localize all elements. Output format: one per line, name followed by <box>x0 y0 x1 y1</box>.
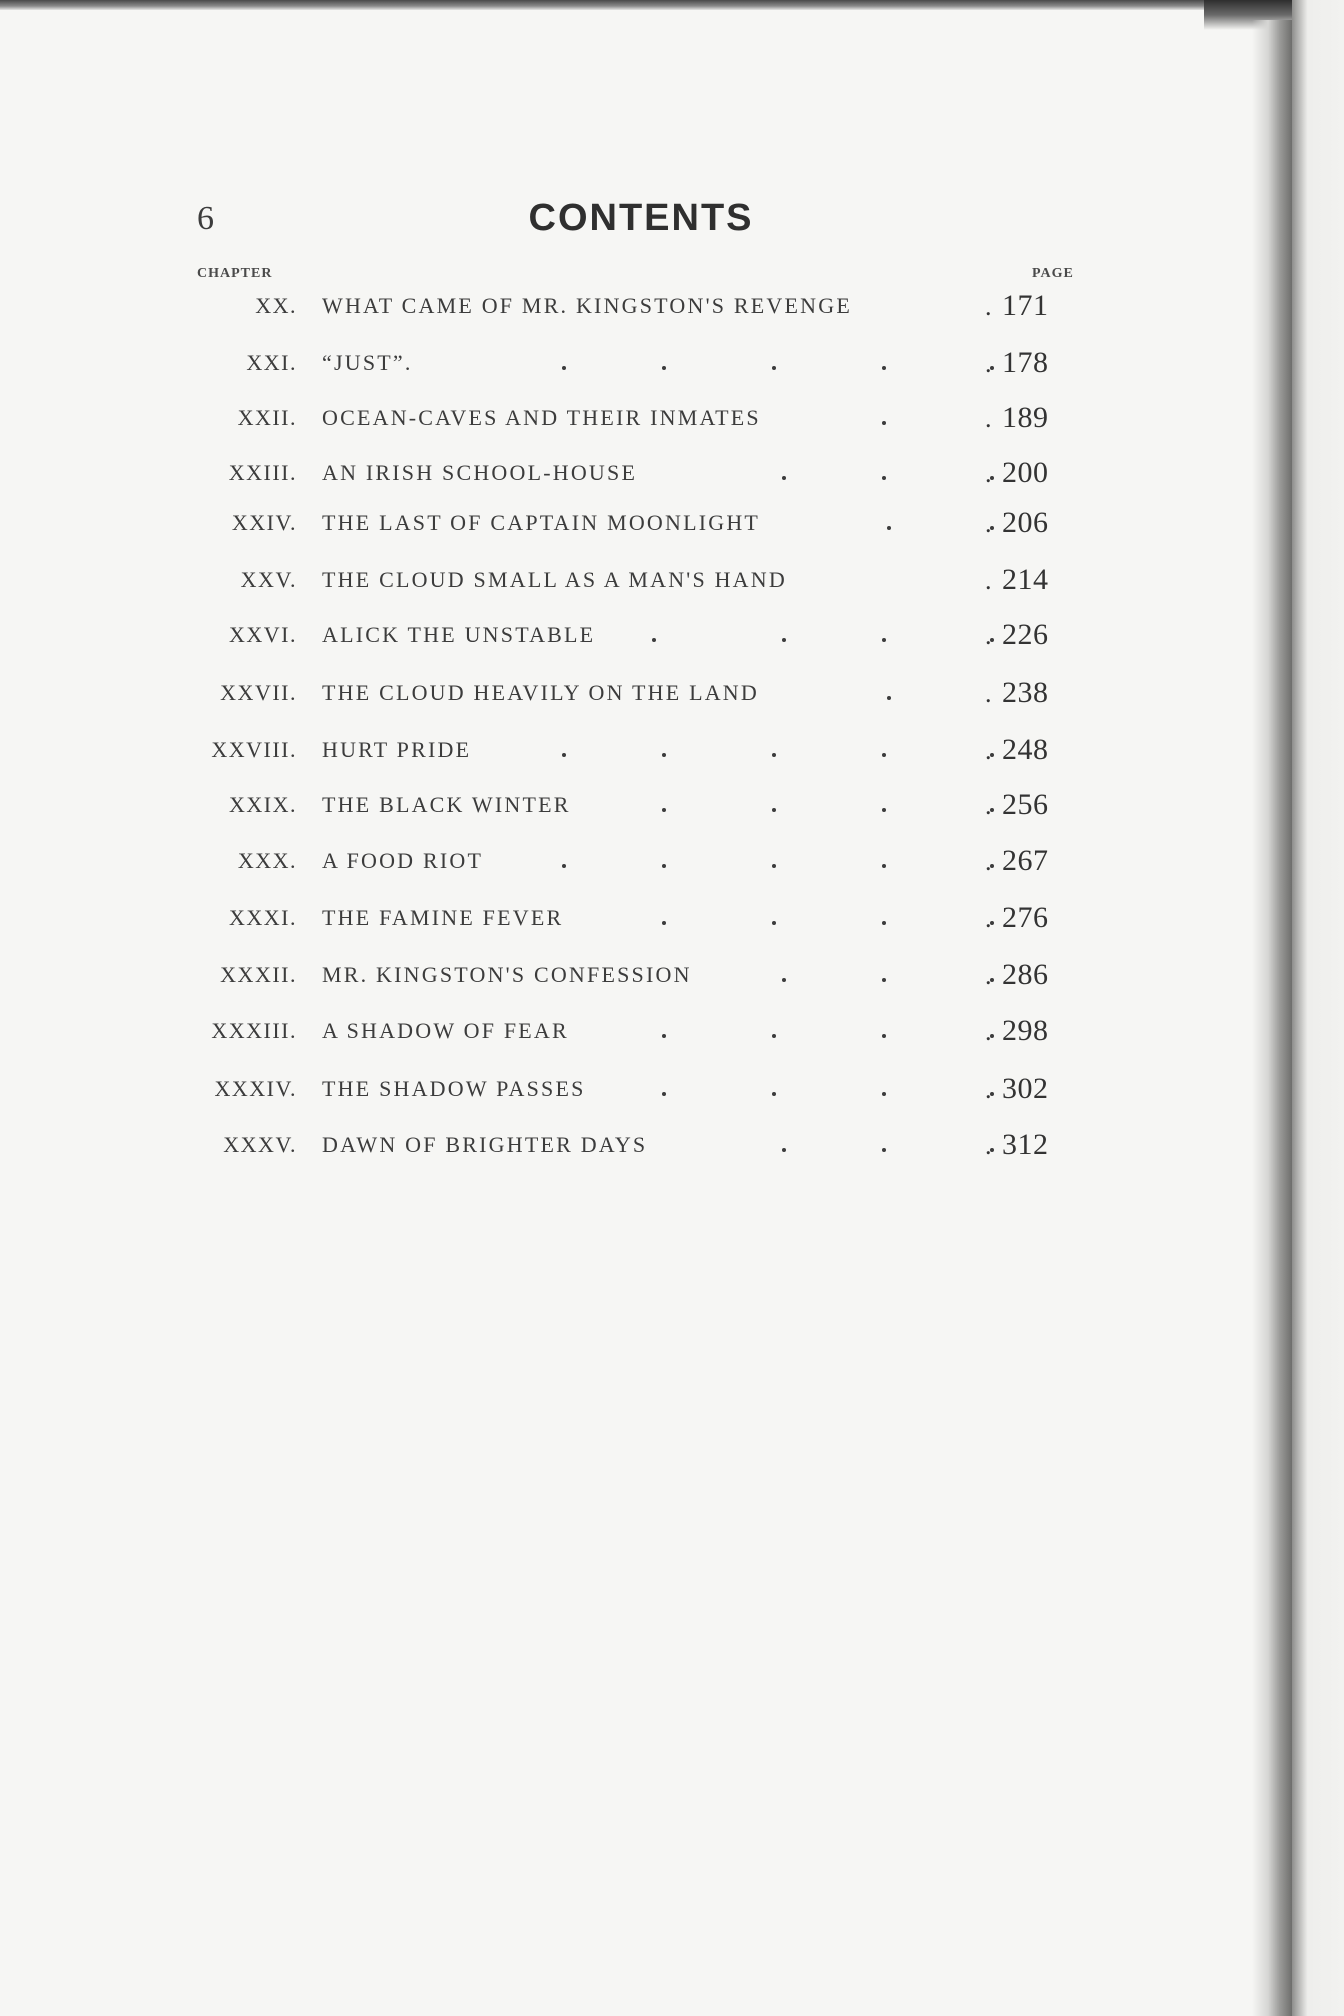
page-leader-dot: . <box>985 1017 992 1046</box>
toc-leader-dots <box>322 405 1022 435</box>
toc-chapter-number: XXIX. <box>229 792 297 817</box>
leader-dot <box>882 476 886 480</box>
leader-dot <box>882 864 886 868</box>
toc-page-ref <box>985 958 1049 992</box>
toc-page-number: 206 <box>1002 506 1049 539</box>
toc-entry <box>0 788 1344 832</box>
toc-page-ref <box>985 1014 1049 1048</box>
toc-leader-dots <box>322 1076 1022 1106</box>
toc-leader-dots <box>322 567 1022 597</box>
toc-entry <box>0 1014 1344 1058</box>
toc-chapter-number: XXII. <box>237 405 297 430</box>
toc-chapter-title: THE BLACK WINTER <box>322 792 571 817</box>
leader-dot <box>662 753 666 757</box>
toc-chapter-title: HURT PRIDE <box>322 737 472 762</box>
toc-page-number: 298 <box>1002 1014 1049 1047</box>
toc-chapter-number: XXIII. <box>228 460 297 485</box>
page-column-label: PAGE <box>1032 266 1074 281</box>
page-heading: CONTENTS <box>528 197 754 239</box>
toc-leader-dots <box>322 680 1022 710</box>
toc-page-ref <box>985 1128 1049 1162</box>
toc-page-ref <box>985 506 1049 540</box>
toc-leader-dots <box>322 848 1022 878</box>
toc-entry <box>0 1128 1344 1172</box>
leader-dot <box>662 1092 666 1096</box>
toc-page-ref <box>985 456 1049 490</box>
toc-page-ref <box>985 289 1049 323</box>
toc-entry <box>0 506 1344 550</box>
leader-dot <box>882 753 886 757</box>
chapter-column-label: CHAPTER <box>197 266 273 281</box>
toc-page-ref <box>985 901 1049 935</box>
toc-entry <box>0 346 1344 390</box>
leader-dot <box>662 808 666 812</box>
leader-dot <box>782 476 786 480</box>
toc-leader-dots <box>322 622 1022 652</box>
toc-chapter-title: ALICK THE UNSTABLE <box>322 622 596 647</box>
toc-chapter-number: XXX. <box>237 848 297 873</box>
toc-chapter-number: XXXII. <box>220 962 297 987</box>
toc-entry <box>0 1072 1344 1116</box>
leader-dot <box>772 1034 776 1038</box>
page-leader-dot: . <box>985 961 992 990</box>
leader-dot <box>772 921 776 925</box>
toc-page-number: 256 <box>1002 788 1049 821</box>
toc-chapter-title: A SHADOW OF FEAR <box>322 1018 569 1043</box>
toc-leader-dots <box>322 1132 1022 1162</box>
toc-page-number: 226 <box>1002 618 1049 651</box>
toc-leader-dots <box>322 510 1022 540</box>
toc-entry <box>0 618 1344 662</box>
leader-dot <box>772 1092 776 1096</box>
toc-chapter-title: THE CLOUD HEAVILY ON THE LAND <box>322 680 759 705</box>
page-leader-dot: . <box>985 679 992 708</box>
page-leader-dot: . <box>985 459 992 488</box>
toc-leader-dots <box>322 460 1022 490</box>
toc-page-number: 171 <box>1002 289 1049 322</box>
toc-entry <box>0 401 1344 445</box>
page-number: 6 <box>197 200 214 237</box>
toc-entry <box>0 456 1344 500</box>
leader-dot <box>882 421 886 425</box>
page-leader-dot: . <box>985 1131 992 1160</box>
toc-page-number: 214 <box>1002 563 1049 596</box>
toc-page-number: 286 <box>1002 958 1049 991</box>
toc-chapter-title: THE FAMINE FEVER <box>322 905 564 930</box>
page-leader-dot: . <box>985 1075 992 1104</box>
toc-leader-dots <box>322 293 1022 323</box>
toc-chapter-title: AN IRISH SCHOOL-HOUSE <box>322 460 638 485</box>
toc-page-ref <box>985 844 1049 878</box>
leader-dot <box>562 753 566 757</box>
toc-chapter-number: XXVII. <box>220 680 297 705</box>
leader-dot <box>772 753 776 757</box>
toc-leader-dots <box>322 737 1022 767</box>
leader-dot <box>887 526 891 530</box>
toc-page-number: 189 <box>1002 401 1049 434</box>
toc-chapter-number: XXXI. <box>229 905 297 930</box>
toc-page-ref <box>985 346 1049 380</box>
page-leader-dot: . <box>985 621 992 650</box>
toc-chapter-number: XXIV. <box>231 510 297 535</box>
leader-dot <box>782 978 786 982</box>
toc-entry <box>0 289 1344 333</box>
toc-page-ref <box>985 733 1049 767</box>
toc-chapter-number: XXXIV. <box>214 1076 297 1101</box>
toc-page-number: 302 <box>1002 1072 1049 1105</box>
toc-page-number: 178 <box>1002 346 1049 379</box>
toc-leader-dots <box>322 350 1022 380</box>
page-leader-dot: . <box>985 292 992 321</box>
page-leader-dot: . <box>985 847 992 876</box>
toc-page-ref <box>985 788 1049 822</box>
leader-dot <box>882 978 886 982</box>
toc-chapter-title: DAWN OF BRIGHTER DAYS <box>322 1132 648 1157</box>
toc-page-ref <box>985 676 1049 710</box>
leader-dot <box>882 1034 886 1038</box>
toc-chapter-title: WHAT CAME OF MR. KINGSTON'S REVENGE <box>322 293 852 318</box>
leader-dot <box>662 864 666 868</box>
toc-chapter-title: THE CLOUD SMALL AS A MAN'S HAND <box>322 567 787 592</box>
toc-page-number: 238 <box>1002 676 1049 709</box>
page-leader-dot: . <box>985 791 992 820</box>
leader-dot <box>772 864 776 868</box>
toc-entry <box>0 958 1344 1002</box>
toc-page-ref <box>985 401 1049 435</box>
leader-dot <box>882 366 886 370</box>
toc-chapter-number: XXVI. <box>229 622 297 647</box>
leader-dot <box>562 366 566 370</box>
toc-page-ref <box>985 563 1049 597</box>
toc-page-ref <box>985 618 1049 652</box>
leader-dot <box>782 1148 786 1152</box>
toc-chapter-title: MR. KINGSTON'S CONFESSION <box>322 962 692 987</box>
toc-page-number: 267 <box>1002 844 1049 877</box>
toc-chapter-title: THE LAST OF CAPTAIN MOONLIGHT <box>322 510 761 535</box>
leader-dot <box>652 638 656 642</box>
toc-chapter-number: XX. <box>255 293 297 318</box>
toc-chapter-number: XXI. <box>246 350 297 375</box>
toc-chapter-title: THE SHADOW PASSES <box>322 1076 586 1101</box>
toc-chapter-title: OCEAN-CAVES AND THEIR INMATES <box>322 405 761 430</box>
page-leader-dot: . <box>985 566 992 595</box>
toc-chapter-number: XXXIII. <box>211 1018 297 1043</box>
toc-chapter-number: XXV. <box>240 567 297 592</box>
leader-dot <box>782 638 786 642</box>
page-leader-dot: . <box>985 349 992 378</box>
leader-dot <box>882 1148 886 1152</box>
leader-dot <box>882 1092 886 1096</box>
leader-dot <box>772 366 776 370</box>
toc-leader-dots <box>322 792 1022 822</box>
toc-chapter-title: “JUST”. <box>322 350 413 375</box>
toc-leader-dots <box>322 1018 1022 1048</box>
leader-dot <box>562 864 566 868</box>
toc-chapter-title: A FOOD RIOT <box>322 848 484 873</box>
page-leader-dot: . <box>985 404 992 433</box>
toc-page-number: 200 <box>1002 456 1049 489</box>
toc-page-ref <box>985 1072 1049 1106</box>
leader-dot <box>882 808 886 812</box>
toc-entry <box>0 563 1344 607</box>
leader-dot <box>887 696 891 700</box>
leader-dot <box>882 638 886 642</box>
toc-entry <box>0 733 1344 777</box>
toc-entry <box>0 676 1344 720</box>
toc-entry <box>0 844 1344 888</box>
toc-chapter-number: XXVIII. <box>211 737 297 762</box>
leader-dot <box>662 366 666 370</box>
toc-page-number: 276 <box>1002 901 1049 934</box>
leader-dot <box>772 808 776 812</box>
leader-dot <box>882 921 886 925</box>
leader-dot <box>662 1034 666 1038</box>
toc-chapter-number: XXXV. <box>223 1132 297 1157</box>
toc-page-number: 312 <box>1002 1128 1049 1161</box>
leader-dot <box>662 921 666 925</box>
toc-leader-dots <box>322 905 1022 935</box>
page-leader-dot: . <box>985 904 992 933</box>
page-leader-dot: . <box>985 736 992 765</box>
toc-leader-dots <box>322 962 1022 992</box>
toc-entry <box>0 901 1344 945</box>
toc-page-number: 248 <box>1002 733 1049 766</box>
page-leader-dot: . <box>985 509 992 538</box>
